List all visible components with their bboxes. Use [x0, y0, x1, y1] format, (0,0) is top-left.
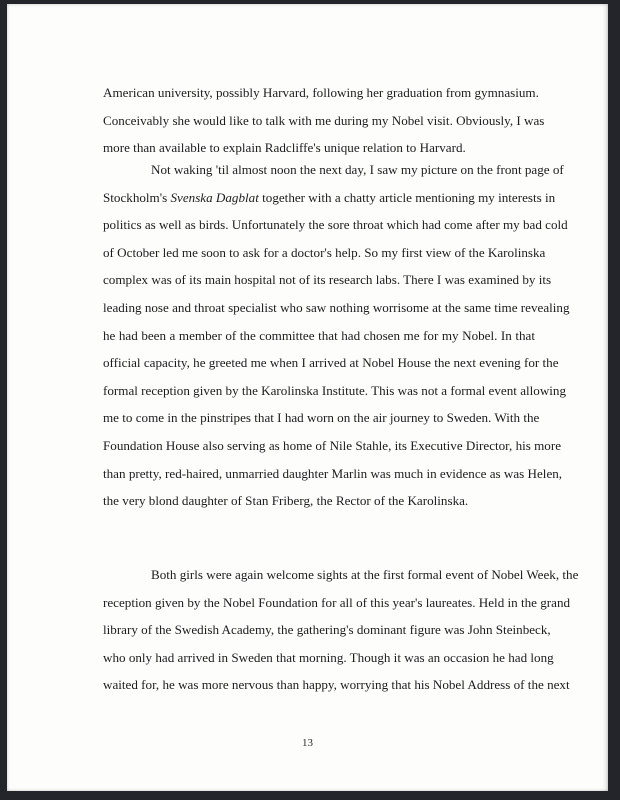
paragraph-line: formal reception given by the Karolinska Institute. This was not a formal event allowing [103, 382, 567, 398]
paragraph-line: Both girls were again welcome sights at the first formal event of Nobel Week, the [151, 567, 579, 582]
paragraph-line: waited for, he was more nervous than happy, worrying that his Nobel Address of the next [103, 677, 570, 692]
paragraph-line: American university, possibly Harvard, following her graduation from gymnasium. [103, 85, 539, 100]
paragraph-line: he had been a member of the committee that had chosen me for my Nobel. In that [103, 327, 535, 343]
paragraph-line-with-italic: Stockholm's Svenska Dagblat together with a chatty article mentioning my interests in [103, 189, 556, 205]
document-page [7, 4, 608, 791]
newspaper-title: Svenska Dagblat [170, 189, 259, 205]
paragraph-line: Conceivably she would like to talk with me during my Nobel visit. Obviously, I was [103, 112, 545, 128]
paragraph-line: the very blond daughter of Stan Friberg, the Rector of the Karolinska. [103, 493, 469, 509]
page-number: 13 [302, 737, 313, 749]
paragraph-line: me to come in the pinstripes that I had worn on the air journey to Sweden. With the [103, 410, 540, 426]
paragraph-line: library of the Swedish Academy, the gathering's dominant figure was John Steinbeck, [103, 622, 551, 637]
paragraph-line: than pretty, red-haired, unmarried daughter Marlin was much in evidence as was Helen, [103, 465, 563, 481]
paragraph-line: of October led me soon to ask for a doctor's help. So my first view of the Karolinska [103, 244, 546, 260]
paragraph-line: official capacity, he greeted me when I arrived at Nobel House the next evening for the [103, 355, 559, 371]
paragraph-line: Foundation House also serving as home of Nile Stahle, its Executive Director, his more [103, 438, 562, 453]
paragraph-line: complex was of its main hospital not of its research labs. There I was examined by its [103, 272, 552, 288]
paragraph-line: Not waking 'til almost noon the next day, I saw my picture on the front page of [151, 162, 564, 177]
paragraph-line: more than available to explain Radcliffe's unique relation to Harvard. [103, 140, 466, 155]
paragraph-line: politics as well as birds. Unfortunately the sore throat which had come after my bad cold [103, 217, 568, 233]
paragraph-line: leading nose and throat specialist who saw nothing worrisome at the same time revealing [103, 300, 570, 315]
paragraph-line: who only had arrived in Sweden that morning. Though it was an occasion he had long [103, 649, 554, 665]
paragraph-line: reception given by the Nobel Foundation for all of this year's laureates. Held in the grand [103, 594, 571, 610]
